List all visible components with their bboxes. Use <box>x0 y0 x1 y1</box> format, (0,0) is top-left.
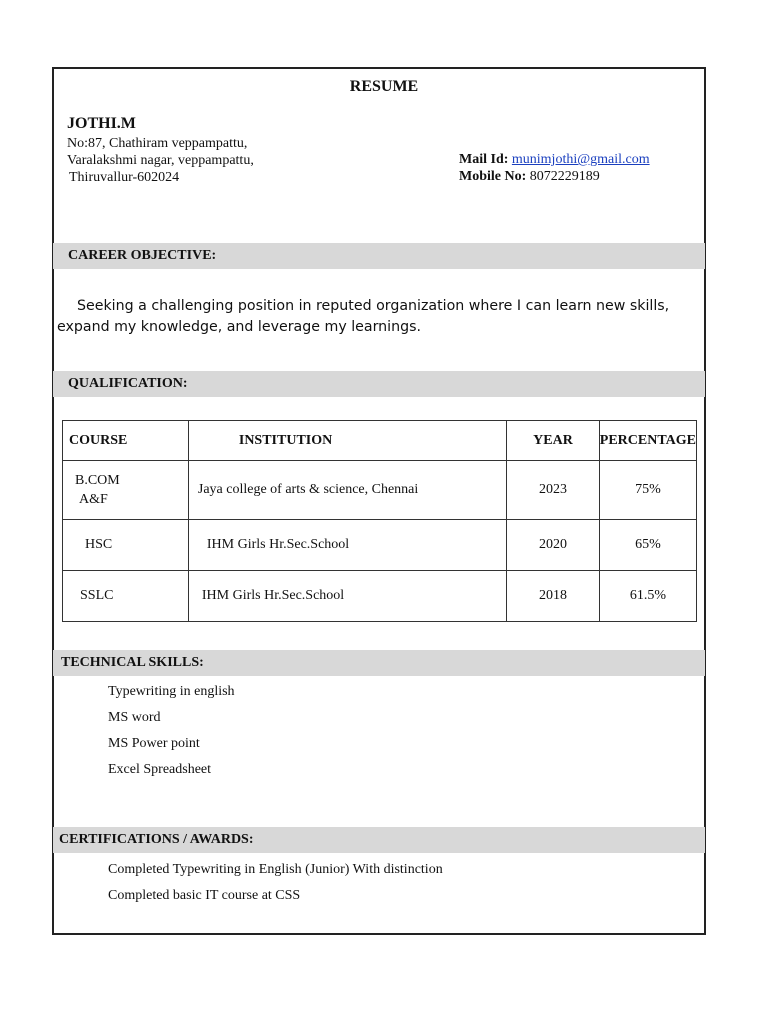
qualification-table <box>62 420 697 622</box>
percentage-cell: 61.5% <box>599 571 696 622</box>
institution-cell: Jaya college of arts & science, Chennai <box>188 461 506 520</box>
course-cell <box>63 461 189 520</box>
list-item: Excel Spreadsheet <box>108 762 212 777</box>
mail-label: Mail Id: <box>459 152 509 167</box>
section-header-career-objective: CAREER OBJECTIVE: <box>53 243 705 269</box>
address-line-3: Thiruvallur-602024 <box>69 170 180 185</box>
email-link[interactable]: munimjothi@gmail.com <box>511 152 650 167</box>
address-line-1: No:87, Chathiram veppampattu, <box>67 136 248 151</box>
institution-cell: IHM Girls Hr.Sec.School <box>188 520 506 571</box>
header-institution: INSTITUTION <box>188 421 506 461</box>
course-line-1: B.COM <box>75 473 120 488</box>
course-cell: HSC <box>63 520 189 571</box>
header-percentage: PERCENTAGE <box>599 421 696 461</box>
mobile-number: 8072229189 <box>529 169 600 184</box>
table-header-row <box>63 421 697 461</box>
section-header-qualification: QUALIFICATION: <box>53 371 705 397</box>
section-header-technical-skills: TECHNICAL SKILLS: <box>53 650 705 676</box>
table-row <box>63 461 697 520</box>
list-item: MS Power point <box>108 736 200 751</box>
percentage-cell: 75% <box>599 461 696 520</box>
institution-cell: IHM Girls Hr.Sec.School <box>188 571 506 622</box>
year-cell: 2020 <box>507 520 600 571</box>
list-item: Completed Typewriting in English (Junior) With distinction <box>108 862 443 877</box>
list-item: Completed basic IT course at CSS <box>108 888 301 903</box>
table-row <box>63 571 697 622</box>
mobile-row <box>459 169 600 185</box>
course-line-2: A&F <box>79 492 108 507</box>
list-item: MS word <box>108 710 161 725</box>
list-item: Typewriting in english <box>108 684 235 699</box>
mobile-label: Mobile No: <box>459 169 527 184</box>
header-year: YEAR <box>507 421 600 461</box>
percentage-cell: 65% <box>599 520 696 571</box>
resume-title: RESUME <box>349 78 419 95</box>
year-cell: 2018 <box>507 571 600 622</box>
course-cell: SSLC <box>63 571 189 622</box>
mail-row <box>459 152 650 168</box>
year-cell: 2023 <box>507 461 600 520</box>
table-row <box>63 520 697 571</box>
person-name: JOTHI.M <box>67 115 136 132</box>
header-course: COURSE <box>63 421 189 461</box>
objective-text: Seeking a challenging position in reputed organization where I can learn new skills, expand my knowledge, and leverage my learnings. <box>57 298 670 335</box>
address-line-2: Varalakshmi nagar, veppampattu, <box>67 153 254 168</box>
skills-list <box>108 684 235 788</box>
certifications-list <box>108 862 443 914</box>
section-header-certifications: CERTIFICATIONS / AWARDS: <box>53 827 705 853</box>
